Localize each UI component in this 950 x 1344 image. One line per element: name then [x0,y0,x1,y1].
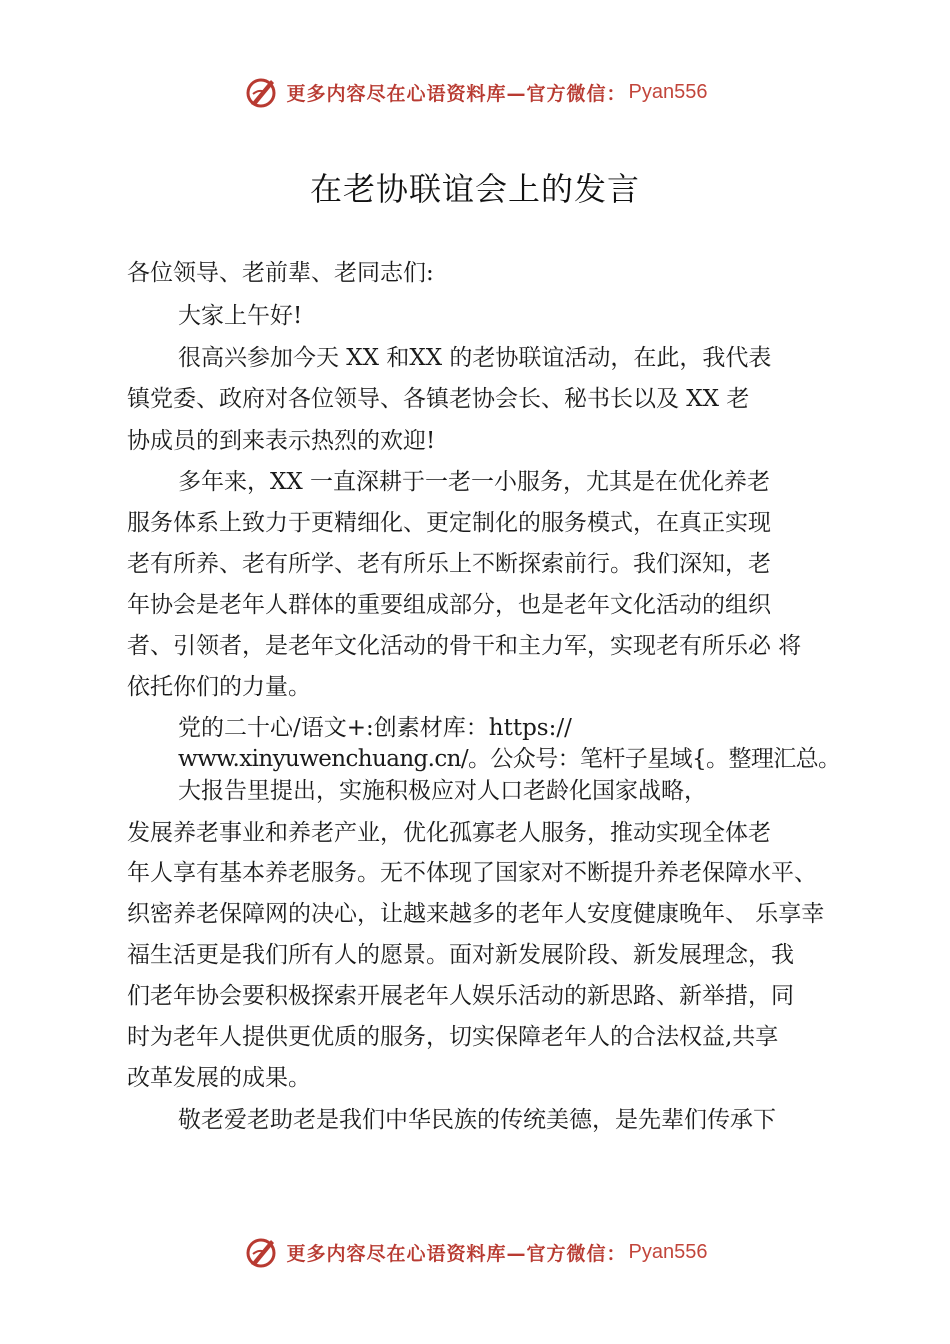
body-line: 大报告里提出，实施积极应对人口老龄化国家战略， [178,778,707,804]
banner-slogan: 更多内容尽在心语资料库—官方微信： [286,82,627,105]
body-line: 大家上午好! [178,303,303,329]
body-line: 者、引领者，是老年文化活动的骨干和主力军，实现老有所乐必 将 [127,633,802,659]
body-line: 发展养老事业和养老产业，优化孤寡老人服务，推动实现全体老 [127,820,771,846]
body-line: 老有所养、老有所学、老有所乐上不断探索前行。我们深知，老 [127,551,771,577]
banner-slogan: 更多内容尽在心语资料库—官方微信： [286,1242,627,1265]
body-line: 时为老年人提供更优质的服务，切实保障老年人的合法权益,共享 [127,1024,779,1050]
body-line: 年人享有基本养老服务。无不体现了国家对不断提升养老保障水平、 [127,860,817,886]
wechat-id: Pyan556 [628,80,708,103]
body-line: 年协会是老年人群体的重要组成部分，也是老年文化活动的组织 [127,592,771,618]
body-line: 服务体系上致力于更精细化、更定制化的服务模式，在真正实现 [127,510,771,536]
body-line: 们老年协会要积极探索开展老年人娱乐活动的新思路、新举措，同 [127,983,794,1009]
body-line: 敬老爱老助老是我们中华民族的传统美德，是先辈们传承下 [178,1107,776,1133]
quill-pen-circle-logo-icon [243,1234,279,1270]
body-line: 织密养老保障网的决心，让越来越多的老年人安度健康晚年、 乐享幸 [127,901,825,927]
body-line: 福生活更是我们所有人的愿景。面对新发展阶段、新发展理念，我 [127,942,794,968]
body-line: www.xinyuwenchuang.cn/。公众号：笔杆子星域{。整理汇总。 [178,746,841,772]
wechat-id: Pyan556 [628,1240,708,1263]
body-line: 改革发展的成果。 [127,1065,311,1091]
body-line: 依托你们的力量。 [127,674,311,700]
body-line: 多年来，XX 一直深耕于一老一小服务，尤其是在优化养老 [178,469,771,495]
body-line: 党的二十心/语文+:创素材库：https:// [178,715,572,741]
body-line: 各位领导、老前辈、老同志们: [127,260,434,286]
footer-banner [0,1230,950,1274]
quill-pen-circle-logo-icon [243,74,279,110]
header-banner [0,70,950,114]
page-title: 在老协联谊会上的发言 [309,170,640,208]
body-line: 很高兴参加今天 XX 和XX 的老协联谊活动，在此，我代表 [178,345,772,371]
body-line: 协成员的到来表示热烈的欢迎! [127,428,436,454]
body-line: 镇党委、政府对各位领导、各镇老协会长、秘书长以及 XX 老 [127,386,750,412]
